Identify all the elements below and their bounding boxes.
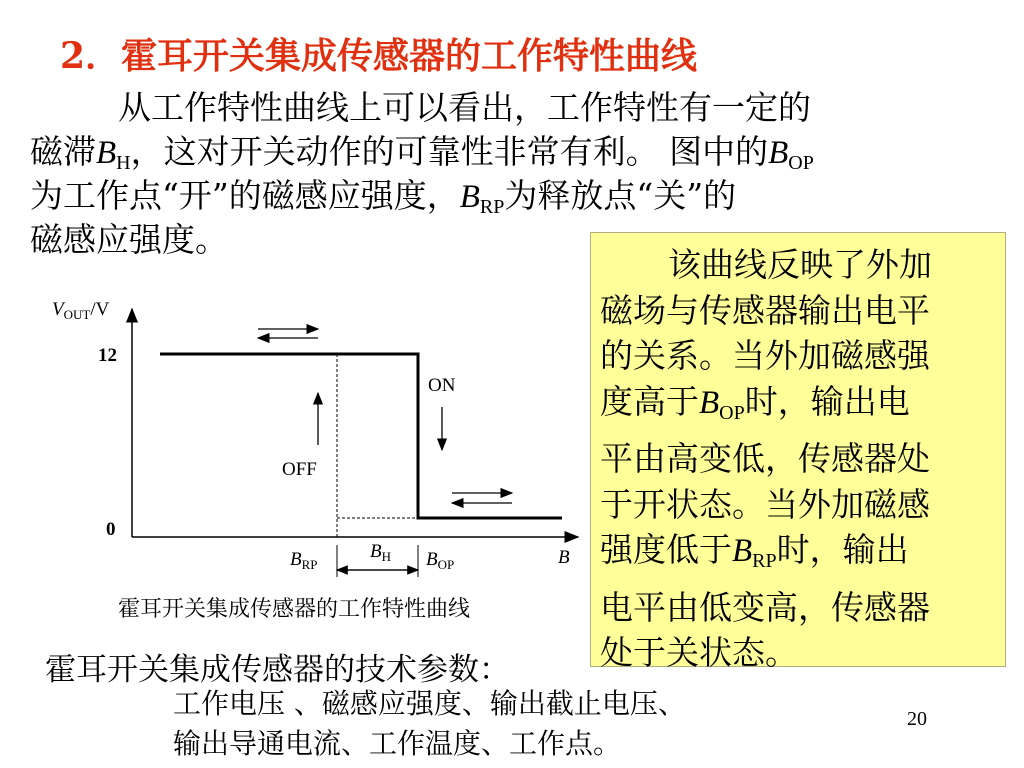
- intro-text: ，这对开关动作的可靠性非常有利。 图中的: [130, 132, 769, 171]
- b-rp-symbol: B: [732, 533, 753, 569]
- note-line: 平由高变低，传感器处: [600, 439, 930, 478]
- note-line: [600, 527, 1000, 585]
- hall-switch-characteristic-diagram: [40, 295, 600, 590]
- b-rp-label: $B_{RP}$: [290, 549, 318, 572]
- note-line: 的关系。当外加磁感强: [600, 336, 930, 375]
- params-line-2: 输出导通电流、工作温度、工作点。: [173, 727, 622, 760]
- b-h-symbol: B: [96, 135, 117, 171]
- note-text-part: 时，输出: [776, 530, 909, 569]
- y-tick-0: 0: [106, 519, 116, 540]
- b-h-label: $B_H$: [370, 541, 391, 564]
- note-line: 磁场与传感器输出电平: [600, 290, 930, 330]
- note-line: 于开状态。当外加磁感: [600, 484, 930, 524]
- b-rp-symbol: B: [459, 179, 480, 215]
- diagram-caption: 霍耳开关集成传感器的工作特性曲线: [118, 597, 471, 622]
- note-line: 处于关状态。: [600, 633, 798, 672]
- on-label: ON: [428, 375, 456, 396]
- intro-text: 为工作点“开”的磁感应强度，: [30, 176, 460, 215]
- intro-text: 为释放点“关”的: [504, 176, 737, 215]
- b-rp-subscript: RP: [479, 196, 505, 218]
- x-axis-label: B: [558, 547, 570, 568]
- note-line: 电平由低变高，传感器: [600, 587, 930, 627]
- y-tick-12: 12: [98, 345, 117, 366]
- note-text: [600, 242, 1000, 676]
- note-line: 该曲线反映了外加: [668, 245, 932, 284]
- b-op-label: $B_{OP}$: [426, 549, 455, 572]
- note-text-part: 时，输出电: [744, 381, 910, 421]
- b-op-subscript: OP: [719, 401, 745, 424]
- b-op-symbol: B: [699, 384, 720, 421]
- b-op-symbol: B: [768, 135, 789, 171]
- intro-line-4: 磁感应强度。: [30, 220, 228, 259]
- intro-text: 磁滞: [30, 132, 96, 171]
- params-heading: 霍耳开关集成传感器的技术参数：: [45, 652, 510, 688]
- off-label: OFF: [282, 459, 317, 480]
- note-text-part: 度高于: [600, 381, 699, 421]
- slide-title: 2．霍耳开关集成传感器的工作特性曲线: [60, 35, 698, 77]
- b-op-subscript: OP: [788, 152, 814, 174]
- intro-line-1: 从工作特性曲线上可以看出，工作特性有一定的: [118, 88, 811, 127]
- b-h-subscript: H: [116, 152, 131, 174]
- b-rp-subscript: RP: [752, 550, 777, 572]
- y-axis-label: $V_{OUT}/V$: [52, 299, 110, 322]
- note-text-part: 强度低于: [600, 530, 732, 569]
- page-number: 20: [907, 708, 927, 730]
- params-line-1: 工作电压 、磁感应强度、输出截止电压、: [173, 687, 686, 720]
- note-line: [600, 379, 1000, 437]
